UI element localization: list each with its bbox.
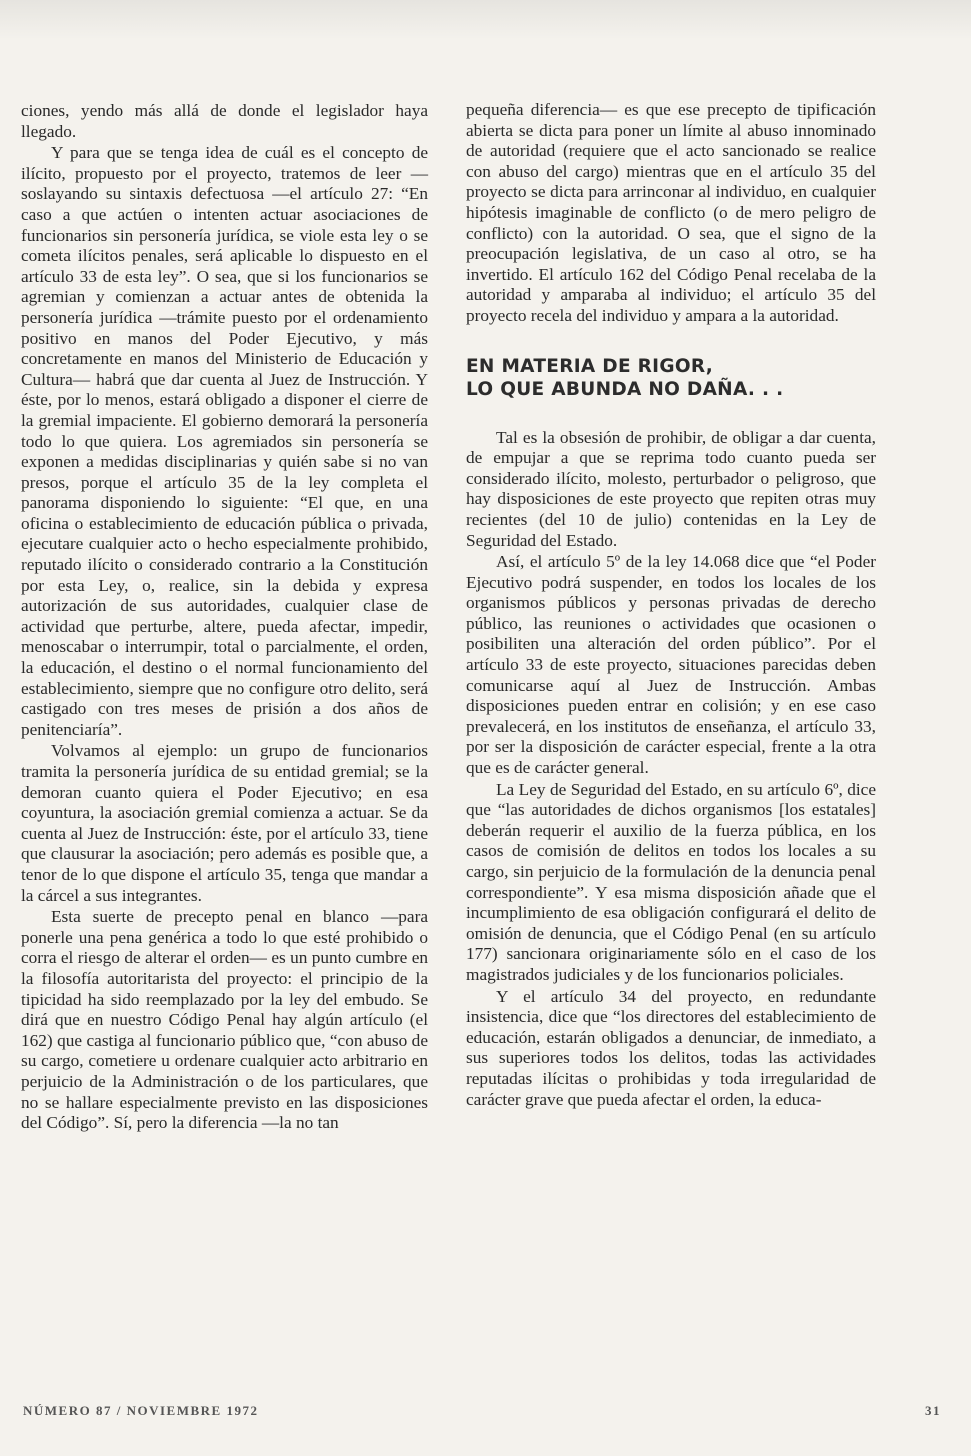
left-column <box>21 100 428 1134</box>
page-footer <box>23 1403 941 1419</box>
issue-line: NÚMERO 87 / NOVIEMBRE 1972 <box>23 1403 259 1418</box>
section-heading-line: LO QUE ABUNDA NO DAÑA. . . <box>466 378 784 400</box>
paragraph: Esta suerte de precepto penal en blanco —para ponerle una pena genérica a todo lo que esté prohibido o corra el riesgo de alterar el orden— es un punto cumbre en la filosofía autoritarista del proyecto: el principio de la tipicidad ha sido reemplazado por la ley del embudo. Se dirá que en nuestro Código Penal hay algún artículo (el 162) que castiga al funcionario público que, “con abuso de su cargo, cometiere u ordenare cualquier acto arbitrario en perjuicio de la Administración o de los particulares, que no se hallare especialmente previsto en las disposiciones del Código”. Sí, pero la diferencia —la no tan <box>21 907 428 1133</box>
section-heading <box>466 355 876 401</box>
paragraph: Y para que se tenga idea de cuál es el concepto de ilícito, propuesto por el proyecto, tratemos de leer —soslayando su sintaxis defectuosa —el artículo 27: “En caso a que actúen o intenten actuar asociaciones de funcionarios sin personería jurídica, se viole esta ley o se cometa ilícitos penales, será aplicable lo dispuesto en el artículo 33 de esta ley”. O sea, que si los funcionarios se agremian y comienzan a actuar antes de obtenida la personería jurídica —trámite puesto por el ordenamiento positivo en manos del Poder Ejecutivo, y más concretamente en manos del Ministerio de Educación y Cultura— habrá que dar cuenta al Juez de Instrucción. Y éste, por lo menos, estará obligado a disponer el cierre de la gremial impaciente. El gobierno demorará la personería todo lo que quiera. Los agremiados sin personería se exponen a medidas disciplinarias y quién sabe si no van presos, porque el artículo 35 de la ley completa el panorama disponiendo lo siguiente: “El que, en una oficina o establecimiento de educación pública o privada, ejecutare cualquier acto o hecho especialmente prohibido, reputado ilícito o considerado contrario a la Constitución por esta Ley, o, realice, sin la debida y expresa autorización de sus autoridades, cualquier clase de actividad que perturbe, altere, pueda afectar, impedir, menoscabar o interrumpir, total o parcialmente, el orden, la educación, el destino o el normal funcionamiento del establecimiento, siempre que no configure otro delito, será castigado con tres meses de prisión a dos años de penitenciaría”. <box>21 143 428 739</box>
section-heading-line: EN MATERIA DE RIGOR, <box>466 355 714 377</box>
paragraph: La Ley de Seguridad del Estado, en su artículo 6º, dice que “las autoridades de dichos organismos [los estatales] deberán requerir el auxilio de la fuerza pública, en los casos de comisión de delitos en todos los locales a su cargo, sin perjuicio de la formulación de la denuncia penal correspondiente”. Y esa misma disposición añade que el incumplimiento de esa obligación configurará el delito de omisión de denuncia, que el Código Penal (en su artículo 177) sancionara originariamente sólo en el caso de los magistrados judiciales y de los funcionarios policiales. <box>466 779 876 984</box>
right-column <box>466 100 876 1110</box>
page-number: 31 <box>925 1403 941 1418</box>
page-top-shadow <box>0 0 971 40</box>
paragraph: Así, el artículo 5º de la ley 14.068 dice que “el Poder Ejecutivo podrá suspender, en todos los locales de los organismos públicos y personas privadas de derecho público, las reuniones o actividades que ocasionen o posibiliten una alteración del orden público”. Por el artículo 33 de este proyecto, situaciones parecidas deben comunicarse aquí al Juez de Instrucción. Ambas disposiciones pueden entrar en colisión; y en ese caso prevalecerá, en los institutos de enseñanza, el artículo 33, por ser la disposición de carácter especial, frente a la otra que es de carácter general. <box>466 552 876 778</box>
paragraph: pequeña diferencia— es que ese precepto de tipificación abierta se dicta para poner un límite al abuso innominado de autoridad (requiere que el acto sancionado se realice con abuso del cargo) mientras que en el artículo 35 del proyecto se dicta para arrinconar al individuo, en cualquier hipótesis imaginable de conflicto (o de mero peligro de conflicto) con la autoridad. O sea, que el signo de la preocupación legislativa, de un caso al otro, se ha invertido. El artículo 162 del Código Penal recelaba de la autoridad y amparaba al individuo; el artículo 35 del proyecto recela del individuo y ampara a la autoridad. <box>466 100 876 325</box>
paragraph: Tal es la obsesión de prohibir, de obligar a dar cuenta, de empujar a que se reprima todo cuanto pueda ser considerado ilícito, molesto, perturbador o peligroso, que hay disposiciones de este proyecto que repiten otras muy recientes (del 10 de julio) contenidas en la Ley de Seguridad del Estado. <box>466 427 876 550</box>
paragraph: Volvamos al ejemplo: un grupo de funcionarios tramita la personería jurídica de su entidad gremial; se la demoran cuanto quiera el Poder Ejecutivo; en esa coyuntura, la asociación gremial comienza a actuar. Se da cuenta al Juez de Instrucción: éste, por el artículo 33, tiene que clausurar la asociación; pero además es posible que, a tenor de lo que dispone el artículo 35, tenga que mandar a la cárcel a sus integrantes. <box>21 741 428 905</box>
paragraph: ciones, yendo más allá de donde el legislador haya llegado. <box>21 101 428 141</box>
paragraph: Y el artículo 34 del proyecto, en redundante insistencia, dice que “los directores del establecimiento de educación, estarán obligados a denunciar, de inmediato, a sus superiores todos los delitos, todas las actividades reputadas ilícitas o prohibidas y toda irregularidad de carácter grave que pueda afectar el orden, la educa- <box>466 986 876 1109</box>
